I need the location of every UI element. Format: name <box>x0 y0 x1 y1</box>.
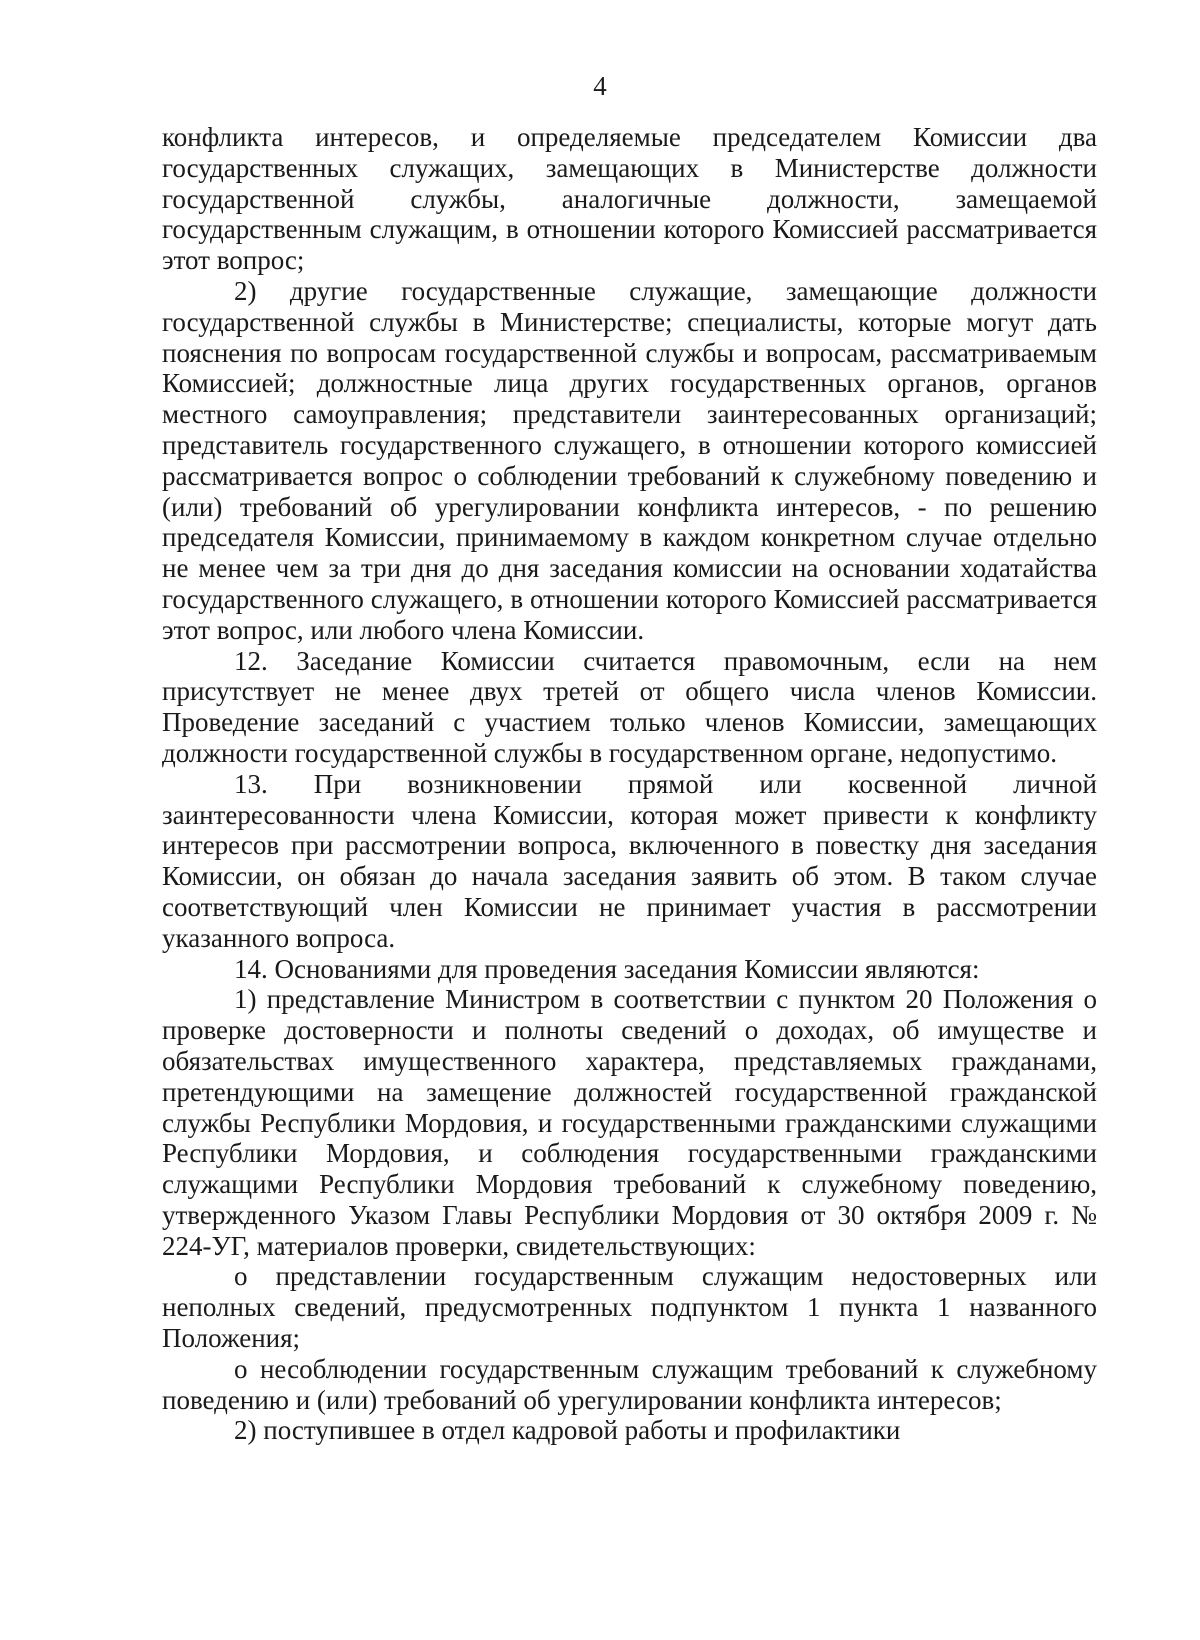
paragraph-clause-14-item-1: 1) представление Министром в соответствии с пунктом 20 Положения о проверке достоверности и полноты сведений о доходах, об имуществе и обязательствах имущественного характера, представляемых гражданами, претендующими на замещение должностей государственной гражданской службы Республики Мордовия, и государственными гражданскими служащими Республики Мордовия, и соблюдения государственными гражданскими служащими Республики Мордовия требований к служебному поведению, утвержденного Указом Главы Республики Мордовия от 30 октября 2009 г. № 224-УГ, материалов проверки, свидетельствующих: <box>162 984 1097 1261</box>
paragraph-clause-14: 14. Основаниями для проведения заседания Комиссии являются: <box>234 953 980 984</box>
document-body <box>162 122 1097 1446</box>
paragraph-clause-13: 13. При возникновении прямой или косвенной личной заинтересованности члена Комиссии, которая может привести к конфликту интересов при рассмотрении вопроса, включенного в повестку дня заседания Комиссии, он обязан до начала заседания заявить об этом. В таком случае соответствующий член Комиссии не принимает участия в рассмотрении указанного вопроса. <box>162 768 1097 953</box>
paragraph-clause-14-item-2: 2) поступившее в отдел кадровой работы и профилактики <box>234 1415 901 1446</box>
paragraph-subitem-noncompliance: о несоблюдении государственным служащим требований к служебному поведению и (или) требований об урегулировании конфликта интересов; <box>162 1353 1097 1415</box>
page-number: 4 <box>593 71 607 101</box>
paragraph-continuation: конфликта интересов, и определяемые председателем Комиссии два государственных служащих, замещающих в Министерстве должности государственной службы, аналогичные должности, замещаемой государственным служащим, в отношении которого Комиссией рассматривается этот вопрос; <box>162 122 1097 276</box>
paragraph-subitem-false-info: о представлении государственным служащим недостоверных или неполных сведений, предусмотренных подпунктом 1 пункта 1 названного Положения; <box>162 1261 1097 1354</box>
paragraph-clause-12: 12. Заседание Комиссии считается правомочным, если на нем присутствует не менее двух третей от общего числа членов Комиссии. Проведение заседаний с участием только членов Комиссии, замещающих должности государственной службы в государственном органе, недопустимо. <box>162 645 1097 768</box>
paragraph-item-2: 2) другие государственные служащие, замещающие должности государственной службы в Министерстве; специалисты, которые могут дать пояснения по вопросам государственной службы и вопросам, рассматриваемым Комиссией; должностные лица других государственных органов, органов местного самоуправления; представители заинтересованных организаций; представитель государственного служащего, в отношении которого комиссией рассматривается вопрос о соблюдении требований к служебному поведению и (или) требований об урегулировании конфликта интересов, - по решению председателя Комиссии, принимаемому в каждом конкретном случае отдельно не менее чем за три дня до дня заседания комиссии на основании ходатайства государственного служащего, в отношении которого Комиссией рассматривается этот вопрос, или любого члена Комиссии. <box>162 275 1097 645</box>
